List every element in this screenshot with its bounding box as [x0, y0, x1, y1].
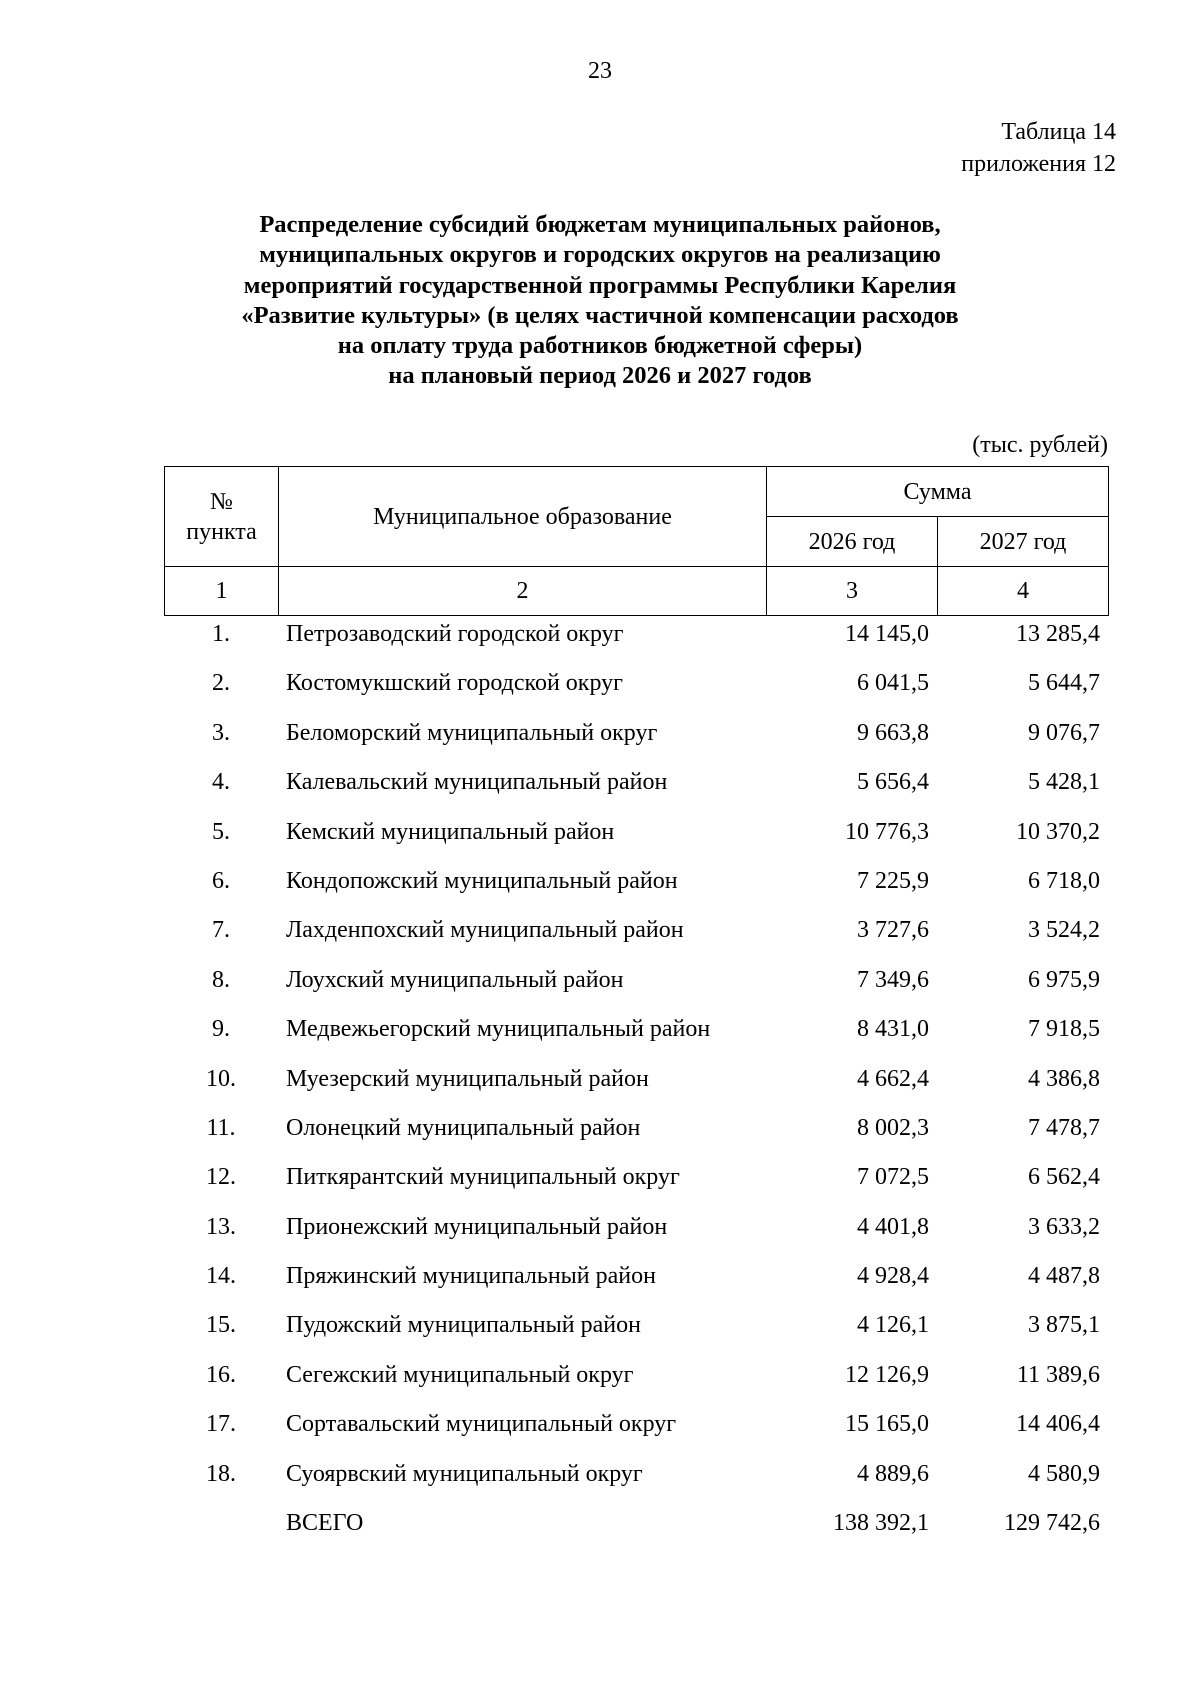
title-line: мероприятий государственной программы Республики Карелия: [243, 271, 957, 299]
table-row: [164, 767, 1108, 798]
row-value-2026: 15 165,0: [845, 1411, 929, 1438]
table-row: [164, 619, 1108, 650]
row-number: 15.: [206, 1312, 236, 1339]
title-line: на оплату труда работников бюджетной сферы): [337, 332, 863, 360]
total-label: ВСЕГО: [286, 1510, 364, 1537]
row-number: 11.: [206, 1114, 236, 1141]
table-row: [164, 1212, 1108, 1243]
row-value-2026: 12 126,9: [845, 1361, 929, 1388]
header-num-line1: №: [210, 488, 233, 515]
row-value-2026: 5 656,4: [857, 769, 929, 796]
row-value-2026: 4 126,1: [857, 1312, 929, 1339]
table-row: [164, 1162, 1108, 1193]
units-label: (тыс. рублей): [972, 432, 1108, 458]
row-number: 14.: [206, 1263, 236, 1290]
header-num: [165, 467, 279, 567]
row-number: 18.: [206, 1460, 236, 1487]
row-value-2027: 3 633,2: [1028, 1213, 1100, 1240]
table-reference: [961, 116, 1116, 180]
row-value-2027: 7 918,5: [1028, 1016, 1100, 1043]
row-number: 17.: [206, 1411, 236, 1438]
row-value-2026: 4 401,8: [857, 1213, 929, 1240]
header-year-2027: 2027 год: [938, 517, 1109, 567]
table-row: [164, 1261, 1108, 1292]
row-municipality: Костомукшский городской округ: [286, 670, 623, 697]
row-municipality: Пряжинский муниципальный район: [286, 1263, 656, 1290]
row-number: 10.: [206, 1065, 236, 1092]
table-row: [164, 1064, 1108, 1095]
row-value-2027: 4 386,8: [1028, 1065, 1100, 1092]
row-value-2026: 8 002,3: [857, 1114, 929, 1141]
page-number: 23: [588, 58, 612, 84]
table-row: [164, 1409, 1108, 1440]
document-title: [150, 210, 1050, 392]
row-value-2027: 7 478,7: [1028, 1114, 1100, 1141]
table-row: [164, 965, 1108, 996]
row-number: 16.: [206, 1361, 236, 1388]
row-municipality: Лахденпохский муниципальный район: [286, 917, 684, 944]
table-row: [164, 1310, 1108, 1341]
row-municipality: Беломорский муниципальный округ: [286, 719, 658, 746]
row-municipality: Калевальский муниципальный район: [286, 769, 668, 796]
row-number: 12.: [206, 1164, 236, 1191]
row-value-2026: 14 145,0: [845, 621, 929, 647]
title-line: «Развитие культуры» (в целях частичной компенсации расходов: [241, 301, 959, 329]
row-number: 7.: [212, 917, 230, 944]
row-value-2027: 6 718,0: [1028, 867, 1100, 894]
row-value-2026: 4 662,4: [857, 1065, 929, 1092]
total-value-2026: 138 392,1: [833, 1510, 929, 1537]
row-municipality: Медвежьегорский муниципальный район: [286, 1016, 711, 1043]
row-value-2026: 6 041,5: [857, 670, 929, 697]
title-line: Распределение субсидий бюджетам муниципальных районов,: [259, 211, 941, 238]
row-number: 8.: [212, 966, 230, 993]
row-municipality: Муезерский муниципальный район: [286, 1065, 649, 1092]
row-value-2027: 5 428,1: [1028, 769, 1100, 796]
table-row: [164, 1113, 1108, 1144]
header-col-4: 4: [938, 567, 1109, 616]
header-col-2: 2: [279, 567, 767, 616]
row-municipality: Питкярантский муниципальный округ: [286, 1164, 680, 1191]
header-year-2026: 2026 год: [767, 517, 938, 567]
row-number: 1.: [212, 621, 230, 647]
table-body: [164, 619, 1108, 1557]
table-row: [164, 1360, 1108, 1391]
header-name: Муниципальное образование: [279, 467, 767, 567]
row-value-2026: 3 727,6: [857, 917, 929, 944]
total-value-2027: 129 742,6: [1004, 1510, 1100, 1537]
row-number: 6.: [212, 867, 230, 894]
row-value-2027: 4 580,9: [1028, 1460, 1100, 1487]
table-ref-line2: приложения 12: [961, 151, 1116, 177]
row-value-2026: 7 225,9: [857, 867, 929, 894]
header-sum: Сумма: [767, 467, 1109, 517]
table-row: [164, 1459, 1108, 1490]
table-row: [164, 668, 1108, 699]
row-municipality: Кемский муниципальный район: [286, 818, 615, 845]
row-number: 3.: [212, 719, 230, 746]
row-value-2026: 4 889,6: [857, 1460, 929, 1487]
row-value-2027: 9 076,7: [1028, 719, 1100, 746]
row-value-2027: 14 406,4: [1016, 1411, 1100, 1438]
row-municipality: Кондопожский муниципальный район: [286, 867, 678, 894]
header-num-line2: пункта: [186, 518, 257, 545]
title-line: муниципальных округов и городских округов на реализацию: [259, 241, 941, 269]
row-municipality: Сортавальский муниципальный округ: [286, 1411, 677, 1438]
header-col-1: 1: [165, 567, 279, 616]
row-value-2027: 10 370,2: [1016, 818, 1100, 845]
row-number: 4.: [212, 769, 230, 796]
row-value-2027: 11 389,6: [1016, 1361, 1100, 1388]
row-municipality: Пудожский муниципальный район: [286, 1312, 641, 1339]
row-number: 13.: [206, 1213, 236, 1240]
row-municipality: Прионежский муниципальный район: [286, 1213, 668, 1240]
row-value-2026: 8 431,0: [857, 1016, 929, 1043]
header-col-3: 3: [767, 567, 938, 616]
table-row: [164, 1014, 1108, 1045]
row-value-2027: 5 644,7: [1028, 670, 1100, 697]
row-number: 5.: [212, 818, 230, 845]
row-value-2027: 3 875,1: [1028, 1312, 1100, 1339]
row-value-2026: 7 072,5: [857, 1164, 929, 1191]
row-municipality: Суоярвский муниципальный округ: [286, 1460, 643, 1487]
table-ref-line1: Таблица 14: [1001, 119, 1116, 145]
row-value-2026: 10 776,3: [845, 818, 929, 845]
row-municipality: Петрозаводский городской округ: [286, 621, 624, 647]
row-value-2026: 7 349,6: [857, 966, 929, 993]
row-municipality: Лоухский муниципальный район: [286, 966, 624, 993]
total-row: [164, 1508, 1108, 1539]
row-number: 9.: [212, 1016, 230, 1043]
row-value-2027: 3 524,2: [1028, 917, 1100, 944]
title-line: на плановый период 2026 и 2027 годов: [388, 362, 812, 390]
row-municipality: Олонецкий муниципальный район: [286, 1114, 641, 1141]
table-header: [164, 466, 1109, 616]
row-value-2027: 6 562,4: [1028, 1164, 1100, 1191]
row-value-2027: 13 285,4: [1016, 621, 1100, 647]
row-number: 2.: [212, 670, 230, 697]
row-value-2027: 4 487,8: [1028, 1263, 1100, 1290]
row-municipality: Сегежский муниципальный округ: [286, 1361, 634, 1388]
table-row: [164, 866, 1108, 897]
row-value-2026: 4 928,4: [857, 1263, 929, 1290]
row-value-2026: 9 663,8: [857, 719, 929, 746]
table-row: [164, 915, 1108, 946]
table-row: [164, 817, 1108, 848]
row-value-2027: 6 975,9: [1028, 966, 1100, 993]
table-row: [164, 718, 1108, 749]
